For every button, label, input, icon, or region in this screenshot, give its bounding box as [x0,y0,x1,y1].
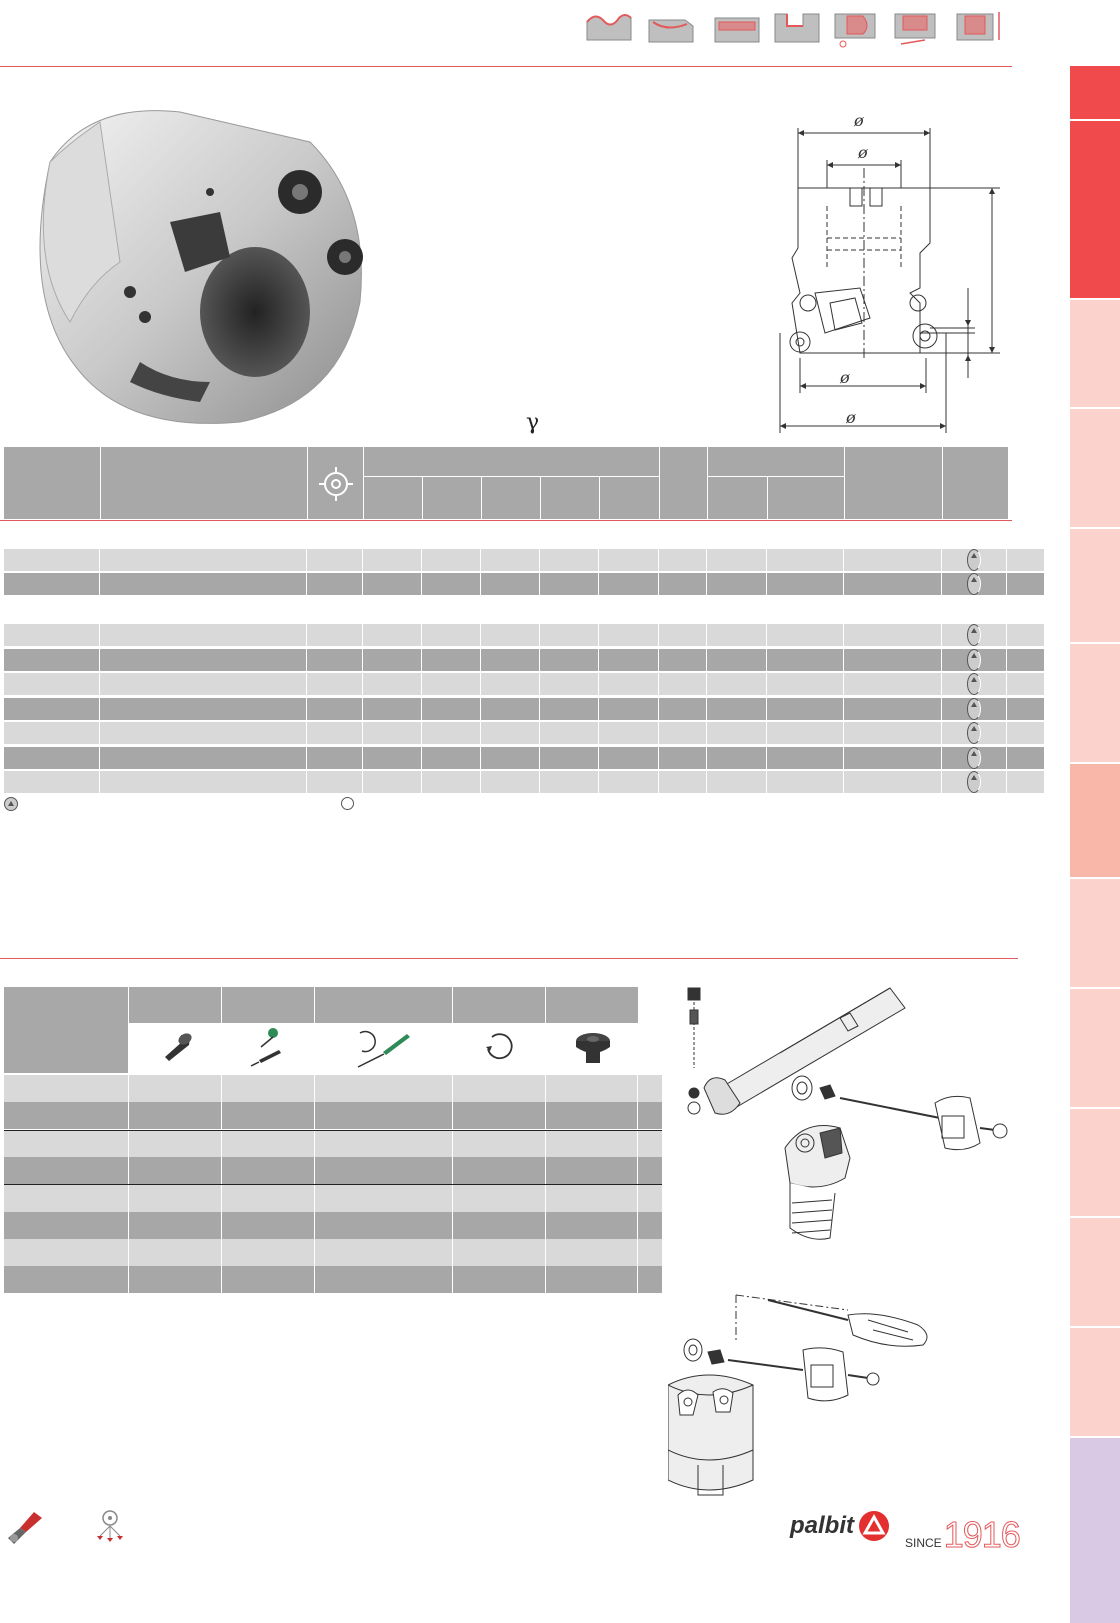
table-cell [599,624,659,646]
table-cell [599,747,659,769]
table-cell [307,771,363,793]
chapter-tab-3[interactable] [1070,300,1120,407]
table-cell [767,747,844,769]
table-cell [659,722,707,744]
face-cutter-assembly-drawing [668,1290,958,1505]
table-cell [546,1185,638,1212]
table-cell [307,747,363,769]
stock-cell [942,771,1007,793]
table-cell [540,771,599,793]
stock-cell [942,624,1007,646]
face-milling-icon [647,8,697,48]
table-cell [599,549,659,571]
table-cell [222,1266,315,1293]
table-cell [707,747,767,769]
table2-header [4,987,662,1073]
table-cell [222,1185,315,1212]
table-cell [707,673,767,695]
table1-row [4,698,1044,720]
table-cell [546,1239,638,1266]
table-cell [129,1185,222,1212]
table-cell [422,673,481,695]
table1-header [4,447,1044,519]
t1-header-col-2 [101,447,307,519]
stock-cell [942,673,1007,695]
table-cell [546,1075,638,1102]
palbit-brand [790,1510,890,1542]
table-cell [222,1157,315,1184]
table-cell [481,771,540,793]
table-cell [222,1239,315,1266]
table-cell [546,1212,638,1239]
table-cell [844,573,942,595]
t1-header-sub-1 [708,477,767,519]
table-cell [659,747,707,769]
table-cell [422,649,481,671]
table-cell [4,771,100,793]
slot-milling-icon [713,8,763,48]
table-cell [363,698,422,720]
chapter-tab-7[interactable] [1070,764,1120,877]
chapter-tab-12[interactable] [1070,1328,1120,1436]
table-cell [546,1131,638,1158]
since-block [905,1514,1020,1556]
ramping-icon [891,8,941,48]
palbit-stock-icon [967,698,981,720]
retaining-ring-icon [482,1029,518,1065]
table-cell [315,1212,453,1239]
table-cell [129,1212,222,1239]
top-divider [0,66,1012,67]
table-cell [453,1075,546,1102]
chapter-tab-8[interactable] [1070,879,1120,987]
milling-cutter-photo [10,82,380,442]
table-cell [453,1157,546,1184]
table-cell [540,624,599,646]
t1-header-col-teeth [660,447,707,519]
table-cell [4,1266,129,1293]
table-cell [4,1157,129,1184]
t1-header-dim-1 [364,477,422,519]
table-cell [844,549,942,571]
table2-row [4,1157,662,1184]
table-cell [540,722,599,744]
table2-row [4,1075,662,1102]
table1-row [4,573,1044,595]
brand-name: palbit [790,1512,854,1539]
table-cell [315,1131,453,1158]
table1-row [4,747,1044,769]
palbit-stock-icon [967,573,981,595]
table-cell [659,624,707,646]
table-cell [422,771,481,793]
table-cell [363,624,422,646]
table-cell [307,649,363,671]
table-cell [100,698,307,720]
diameter-symbol-inner: ø [858,143,868,162]
shank-cutter-assembly-drawing [680,968,1050,1268]
table-cell [540,747,599,769]
gamma-symbol: γ [526,410,540,435]
diameter-symbol-top: ø [854,111,864,130]
table-cell [100,649,307,671]
helical-milling-icon [831,8,881,48]
table-cell [599,673,659,695]
table-cell [540,573,599,595]
table-cell [307,673,363,695]
table-cell [844,673,942,695]
table-cell [315,1157,453,1184]
torx-key-icon [247,1025,289,1069]
table-cell [100,722,307,744]
table-cell [546,1266,638,1293]
t1-header-dim-3 [482,477,540,519]
table-cell [707,624,767,646]
table-cell [363,747,422,769]
table-cell [100,549,307,571]
table2-row [4,1239,662,1266]
table-cell [767,624,844,646]
table-cell [363,549,422,571]
table-cell [129,1157,222,1184]
table-cell [100,747,307,769]
t1-header-col-stock [943,447,1008,519]
t1-header-group-dimensions [364,447,659,476]
table-cell [315,1185,453,1212]
table-cell [422,747,481,769]
table-cell [599,698,659,720]
table-cell [4,649,100,671]
table-cell [222,1075,315,1102]
table-cell [844,649,942,671]
t2-header-col-3 [222,987,314,1023]
table1-row [4,549,1044,571]
t1-header-col-coolant [308,447,363,519]
table-cell [481,549,540,571]
insert-screw-icon [159,1031,195,1067]
table-cell [707,722,767,744]
table-cell [422,624,481,646]
table-cell [540,649,599,671]
palbit-stock-icon [967,722,981,744]
table-cell [599,573,659,595]
table-cell [315,1075,453,1102]
table-cell [659,649,707,671]
t1-header-sub-2 [768,477,844,519]
table-cell [481,722,540,744]
table-cell [100,673,307,695]
table1-row [4,771,1044,793]
t1-header-dim-5 [600,477,659,519]
table-cell [767,573,844,595]
palbit-stock-icon [967,673,981,695]
palbit-stock-icon [967,549,981,571]
table1-row [4,673,1044,695]
table-cell [129,1075,222,1102]
table-cell [315,1239,453,1266]
table-cell [4,698,100,720]
table-cell [100,573,307,595]
table2-row [4,1212,662,1239]
copy-milling-icon [585,8,635,48]
chapter-tab-11[interactable] [1070,1218,1120,1326]
table-cell [540,673,599,695]
table-cell [707,549,767,571]
t2-header-col-6 [546,987,638,1023]
table-cell [453,1212,546,1239]
table-cell [307,624,363,646]
table-cell [599,771,659,793]
table-cell [453,1131,546,1158]
stock-cell [942,747,1007,769]
t2-header-col-1 [4,987,128,1073]
table-cell [4,1075,129,1102]
table-cell [481,649,540,671]
table-cell [453,1266,546,1293]
plunging-icon [953,8,1003,48]
table-cell [767,771,844,793]
retaining-ring-and-screwdriver-icon [352,1025,416,1069]
table2-row [4,1102,662,1129]
table-cell [363,649,422,671]
table-cell [4,1185,129,1212]
palbit-stock-icon [967,771,981,793]
stock-cell [942,698,1007,720]
table-cell [4,549,100,571]
table2-row [4,1266,662,1293]
chapter-tab-9[interactable] [1070,989,1120,1107]
table-cell [307,722,363,744]
table-cell [315,1102,453,1129]
stock-cell [942,722,1007,744]
table-cell [363,771,422,793]
palbit-logo-icon [858,1510,890,1542]
chapter-tab-10[interactable] [1070,1109,1120,1216]
table-cell [422,573,481,595]
table-cell [599,649,659,671]
table-cell [315,1266,453,1293]
since-year: 1916 [943,1514,1020,1555]
internal-coolant-icon [319,467,353,501]
diameter-symbol-bottom: ø [840,368,850,387]
table-cell [363,722,422,744]
table-cell [481,698,540,720]
table-cell [222,1212,315,1239]
coolant-distribution-icon [92,1508,128,1544]
table-cell [767,649,844,671]
table2-row [4,1184,662,1212]
table-cell [4,673,100,695]
table-cell [540,698,599,720]
table-cell [363,573,422,595]
table-cell [659,771,707,793]
operation-icons-bar [585,0,1035,55]
table-cell [129,1266,222,1293]
table-cell [422,722,481,744]
legend-order-icon [341,797,354,810]
stock-cell [942,549,1007,571]
since-label: SINCE [905,1536,942,1550]
table1-header-underline [0,520,1012,521]
table-cell [4,747,100,769]
table-cell [129,1102,222,1129]
diameter-symbol-outer: ø [846,408,856,427]
table-cell [767,549,844,571]
table-cell [707,649,767,671]
chapter-tab-13[interactable] [1070,1438,1120,1623]
palbit-stock-icon [967,747,981,769]
table-cell [100,624,307,646]
palbit-stock-icon [967,624,981,646]
table-cell [222,1102,315,1129]
chapter-tab-2[interactable] [1070,121,1120,298]
table-cell [844,747,942,769]
chapter-tab-5[interactable] [1070,529,1120,642]
table-cell [546,1102,638,1129]
table-cell [453,1102,546,1129]
table-cell [659,573,707,595]
table-cell [767,722,844,744]
t2-header-col-4 [315,987,452,1023]
table-cell [129,1239,222,1266]
t2-header-col-5 [453,987,545,1023]
table-cell [4,1131,129,1158]
table-cell [844,698,942,720]
table-cell [481,624,540,646]
t1-header-col-weight [845,447,942,519]
tightening-wrench-icon [4,1508,46,1546]
table-cell [767,673,844,695]
table-cell [844,722,942,744]
table-cell [4,1212,129,1239]
t1-header-group-2 [708,447,844,476]
stock-cell [942,649,1007,671]
table-cell [129,1131,222,1158]
t2-header-col-2 [129,987,221,1023]
table-cell [659,698,707,720]
table-cell [707,698,767,720]
table-cell [307,549,363,571]
table-cell [540,549,599,571]
table1-row [4,722,1044,744]
table-cell [599,722,659,744]
clamp-washer-icon [572,1029,614,1067]
stock-cell [942,573,1007,595]
technical-drawing [770,108,1030,443]
table-cell [453,1239,546,1266]
t1-header-dim-4 [541,477,599,519]
table-cell [307,698,363,720]
table1-row [4,649,1044,671]
shoulder-milling-icon [773,8,823,48]
table-cell [659,549,707,571]
legend-stock-icon [4,797,18,811]
table-cell [363,673,422,695]
table-cell [4,573,100,595]
table-cell [844,771,942,793]
section-divider [0,958,1018,959]
table-cell [767,698,844,720]
t1-header-col-1 [4,447,100,519]
table2-row [4,1130,662,1158]
table-cell [659,673,707,695]
chapter-tab-1[interactable] [1070,66,1120,119]
palbit-stock-icon [967,649,981,671]
table-cell [844,624,942,646]
table-cell [707,573,767,595]
table-cell [481,747,540,769]
table-cell [422,549,481,571]
table-cell [481,573,540,595]
chapter-tab-6[interactable] [1070,644,1120,762]
table-cell [453,1185,546,1212]
table-cell [100,771,307,793]
table-cell [4,722,100,744]
table1-row [4,624,1044,646]
t1-header-dim-2 [423,477,481,519]
chapter-tab-4[interactable] [1070,409,1120,527]
table-cell [546,1157,638,1184]
table-cell [481,673,540,695]
table-cell [307,573,363,595]
table-cell [707,771,767,793]
table-cell [4,1239,129,1266]
table-cell [222,1131,315,1158]
table-cell [422,698,481,720]
table-cell [4,624,100,646]
table-cell [4,1102,129,1129]
